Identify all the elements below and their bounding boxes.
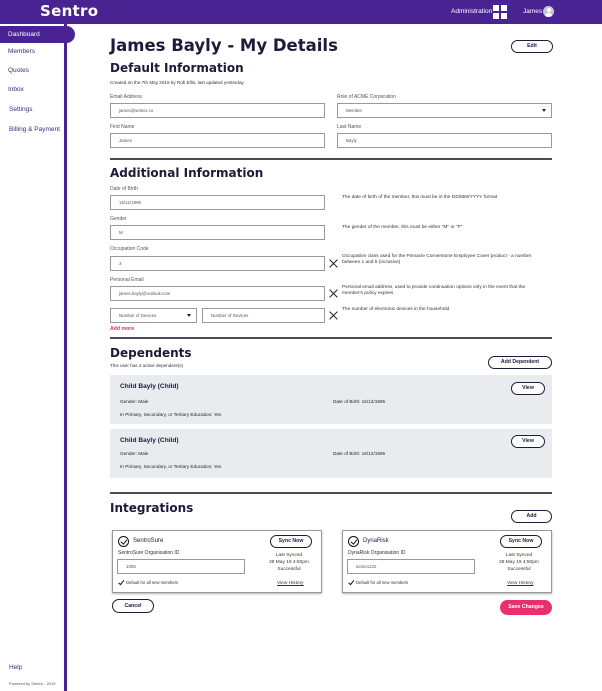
sidebar-item-billing[interactable]: Billing & Payment	[9, 126, 60, 133]
help-link[interactable]: Help	[9, 664, 23, 671]
occupation-description: Occupation class used for the Pinnacle Cornerstone Employee Cover product - a number between 1 and 5 (inclusive)	[342, 254, 532, 266]
created-meta: Created on the 7th May 2019 by Rob Ellis, last updated yesterday	[110, 80, 244, 85]
email-field[interactable]: james@sentro.co	[110, 103, 325, 118]
integration-name: SentroSure	[133, 538, 164, 544]
apps-grid-icon[interactable]	[493, 5, 507, 19]
gender-description: The gender of the member, this must be either "M" or "F"	[342, 225, 463, 230]
logo[interactable]: Sentro	[40, 2, 99, 20]
first-name-label: First Name	[110, 124, 135, 130]
dependent-name: Child Bayly (Child)	[120, 437, 179, 444]
dob-field[interactable]: 16/12/1995	[110, 195, 325, 210]
dependent-dob: Date of Birth: 16/12/1995	[333, 399, 386, 404]
dependent-name: Child Bayly (Child)	[120, 383, 179, 390]
last-synced-date: 28 May 19 4:50pm	[499, 560, 539, 565]
devices-select-value: Number of Devices	[119, 313, 157, 318]
integration-card-dynarisk	[342, 530, 552, 593]
org-id-field[interactable]: acme1222	[347, 559, 475, 574]
sidebar-item-settings[interactable]: Settings	[9, 106, 33, 113]
dob-description: The date of birth of the member, this must be in the DD/MM/YYYY format	[342, 195, 498, 200]
remove-occupation-close-icon[interactable]	[329, 259, 338, 268]
personal-email-description: Personal email address, used to provide continuation options only in the event that the member's policy expires	[342, 285, 526, 297]
last-synced-label: Last Synced	[275, 553, 303, 558]
org-id-field[interactable]: 1005	[117, 559, 245, 574]
gender-label: Gender	[110, 216, 127, 222]
org-id-label: SentroSure Organisation ID	[118, 550, 180, 556]
sync-now-button[interactable]: Sync Now	[270, 535, 312, 548]
integration-card-sentrosure	[112, 530, 322, 593]
edit-button[interactable]: Edit	[511, 40, 553, 53]
sidebar-item-inbox[interactable]: Inbox	[8, 86, 24, 93]
integration-name: DynaRisk	[363, 538, 389, 544]
add-integration-button[interactable]: Add	[511, 510, 552, 523]
remove-devices-close-icon[interactable]	[329, 311, 338, 320]
view-dependent-button[interactable]: View	[511, 435, 545, 448]
section-divider	[110, 158, 552, 160]
gender-field[interactable]: M	[110, 225, 325, 240]
sidebar-item-label: Dashboard	[8, 31, 40, 38]
role-label: Role of ACME Corporation	[337, 94, 396, 100]
check-circle-icon	[348, 536, 359, 547]
sidebar-item-members[interactable]: Members	[8, 48, 36, 55]
chevron-down-icon	[542, 109, 546, 112]
sync-now-button[interactable]: Sync Now	[500, 535, 542, 548]
view-history-link[interactable]: View History	[507, 581, 534, 586]
add-dependent-button[interactable]: Add Dependent	[488, 356, 552, 369]
dob-label: Date of Birth	[110, 186, 138, 192]
checkbox-checked-icon[interactable]	[348, 580, 353, 585]
last-name-field[interactable]: Bayly	[337, 133, 552, 148]
sync-status: Successful	[277, 567, 301, 572]
dependent-card	[110, 375, 552, 424]
dependent-education: In Primary, Secondary, or Tertiary Education: Yes	[120, 464, 222, 469]
section-divider	[110, 337, 552, 339]
devices-select[interactable]	[110, 308, 197, 323]
devices-description: The number of electronic devices in the household	[342, 307, 450, 312]
check-circle-icon	[118, 536, 129, 547]
dependents-heading: Dependents	[110, 346, 192, 360]
occupation-field[interactable]: 3	[110, 256, 325, 271]
dependents-count: This user has 2 active dependent(s)	[110, 363, 184, 368]
sidebar-item-dashboard[interactable]	[0, 26, 75, 43]
last-synced-date: 28 May 19 4:50pm	[269, 560, 309, 565]
personal-email-label: Personal Email	[110, 277, 144, 283]
personal-email-field[interactable]: james.bayly@outlook.com	[110, 286, 325, 301]
cancel-button[interactable]: Cancel	[112, 599, 154, 613]
powered-by: Powered by Sentro - 2019	[9, 681, 56, 686]
user-name[interactable]: James	[523, 8, 543, 15]
sidebar	[0, 24, 67, 691]
integrations-heading: Integrations	[110, 501, 194, 515]
section-divider	[110, 492, 552, 494]
page-title: James Bayly - My Details	[110, 36, 338, 55]
avatar[interactable]	[543, 6, 554, 17]
dependent-education: In Primary, Secondary, or Tertiary Education: Yes	[120, 412, 222, 417]
chevron-down-icon	[187, 314, 191, 317]
default-info-heading: Default Information	[110, 61, 244, 75]
dependent-card	[110, 429, 552, 478]
last-synced-label: Last Synced	[505, 553, 533, 558]
occupation-label: Occupation Code	[110, 246, 149, 252]
devices-field[interactable]: Number of Devices	[202, 308, 325, 323]
checkbox-checked-icon[interactable]	[118, 580, 123, 585]
top-bar	[0, 0, 602, 24]
sidebar-item-quotes[interactable]: Quotes	[8, 67, 29, 74]
default-members-label: Default for all new members	[356, 580, 409, 585]
sync-status: Successful	[507, 567, 531, 572]
email-label: Email Address	[110, 94, 142, 100]
add-more-link[interactable]: Add more	[110, 326, 135, 332]
additional-info-heading: Additional Information	[110, 166, 264, 180]
dependent-dob: Date of Birth: 16/12/1995	[333, 451, 386, 456]
save-changes-button[interactable]: Save Changes	[500, 600, 552, 615]
default-members-label: Default for all new members	[126, 580, 179, 585]
administration-link[interactable]: Administration	[451, 8, 493, 15]
first-name-field[interactable]: James	[110, 133, 325, 148]
view-dependent-button[interactable]: View	[511, 382, 545, 395]
view-history-link[interactable]: View History	[277, 581, 304, 586]
dependent-gender: Gender: Male	[120, 399, 149, 404]
role-select-value: Member	[346, 108, 363, 113]
last-name-label: Last Name	[337, 124, 362, 130]
org-id-label: DynaRisk Organisation ID	[348, 550, 406, 556]
role-select[interactable]	[337, 103, 552, 118]
remove-personal-email-close-icon[interactable]	[329, 289, 338, 298]
dependent-gender: Gender: Male	[120, 451, 149, 456]
